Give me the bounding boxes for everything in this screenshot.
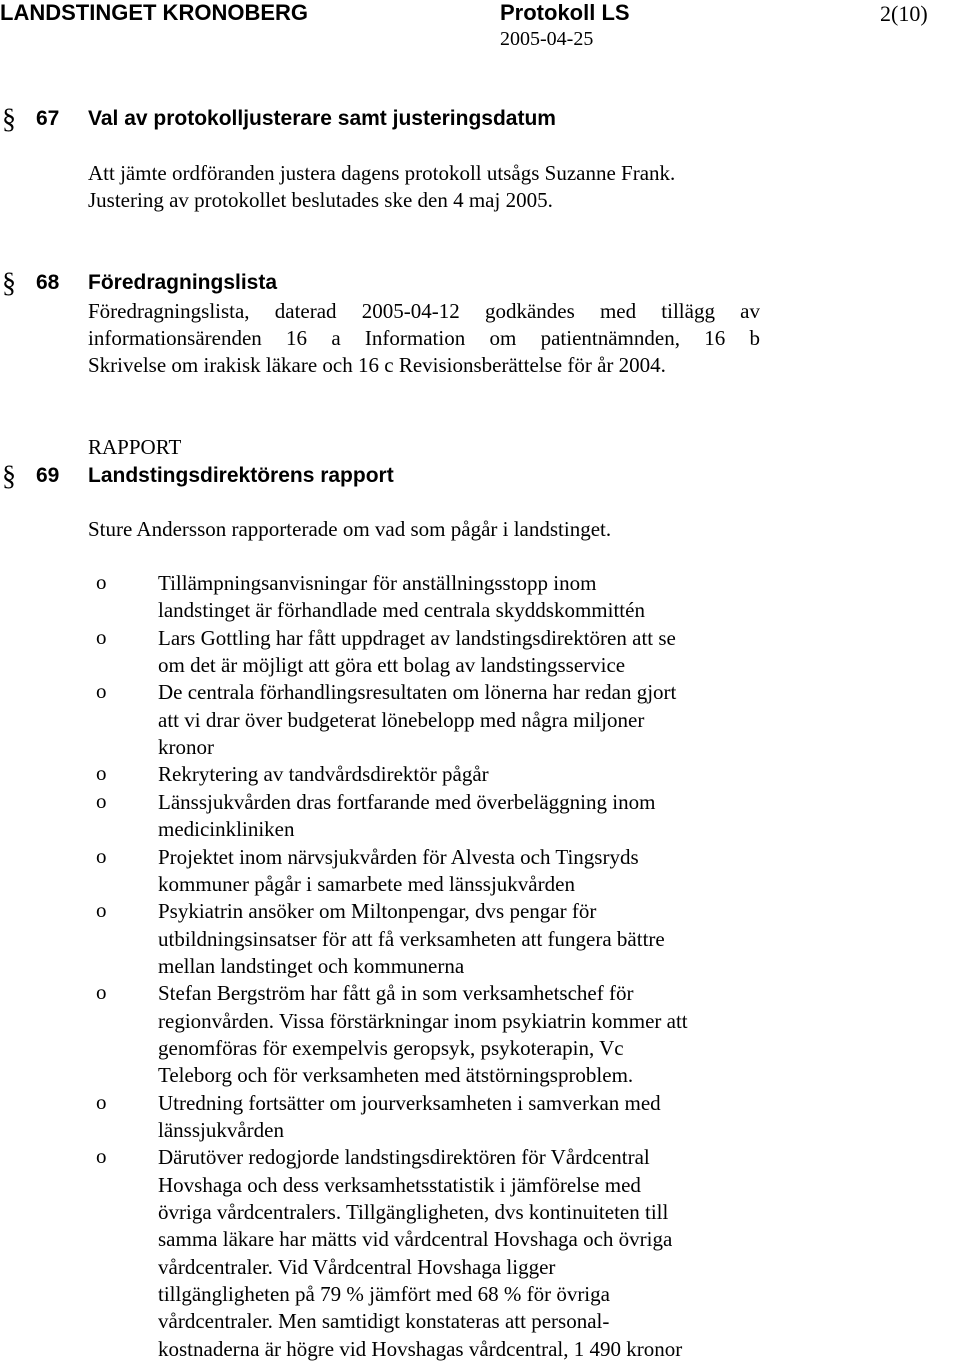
bullet-line: Tillämpningsanvisningar för anställningsstopp inom bbox=[158, 571, 597, 595]
bullet-line: Stefan Bergström har fått gå in som verksamhetschef för bbox=[158, 981, 634, 1006]
bullet-line: övriga vårdcentralers. Tillgängligheten, dvs kontinuiteten till bbox=[158, 1200, 669, 1225]
bullet-line: vårdcentraler. Men samtidigt konstateras att personal- bbox=[158, 1309, 610, 1334]
bullet-line: Projektet inom närvsjukvården för Alvesta och Tingsryds bbox=[158, 844, 639, 869]
bullet-line: medicinkliniken bbox=[158, 817, 295, 842]
section-number-67: 67 bbox=[36, 107, 60, 130]
section-sign-69: § bbox=[2, 461, 16, 492]
section-68-line-1: Föredragningslista, daterad 2005-04-12 godkändes med tillägg av bbox=[88, 299, 760, 323]
bullet-line: tillgängligheten på 79 % jämfört med 68 % för övriga bbox=[158, 1282, 610, 1307]
section-sign-67: § bbox=[2, 104, 16, 135]
bullet-line: genomföras för exempelvis geropsyk, psykoterapin, Vc bbox=[158, 1035, 624, 1060]
bullet-line: Därutöver redogjorde landstingsdirektören för Vårdcentral bbox=[158, 1145, 650, 1170]
bullet-line: Psykiatrin ansöker om Miltonpengar, dvs pengar för bbox=[158, 899, 597, 924]
bullet-line: kronor bbox=[158, 735, 214, 760]
bullet-line: om det är möjligt att göra ett bolag av landstingsservice bbox=[158, 653, 626, 678]
section-69-pre-heading: RAPPORT bbox=[88, 435, 182, 459]
section-title-69: Landstingsdirektörens rapport bbox=[88, 464, 394, 487]
header-organization: LANDSTINGET KRONOBERG bbox=[0, 0, 308, 25]
section-number-69: 69 bbox=[36, 464, 60, 487]
section-sign-68: § bbox=[2, 268, 16, 299]
bullet-line: regionvården. Vissa förstärkningar inom psykiatrin kommer att bbox=[158, 1008, 688, 1033]
section-67-line-2: Justering av protokollet beslutades ske den 4 maj 2005. bbox=[88, 188, 553, 212]
bullet-marker: o bbox=[96, 898, 107, 923]
bullet-marker: o bbox=[96, 761, 107, 786]
bullet-line: kommuner pågår i samarbete med länssjukvården bbox=[158, 871, 575, 896]
bullet-marker: o bbox=[96, 1144, 107, 1169]
bullet-line: Utredning fortsätter om jourverksamheten i samverkan med bbox=[158, 1090, 661, 1115]
bullet-marker: o bbox=[96, 788, 107, 813]
header-page-number: 2(10) bbox=[880, 1, 928, 26]
bullet-line: Teleborg och för verksamheten med ätstörningsproblem. bbox=[158, 1063, 634, 1088]
bullet-line: Länssjukvården dras fortfarande med överbeläggning inom bbox=[158, 789, 656, 814]
bullet-marker: o bbox=[96, 1089, 107, 1114]
bullet-marker: o bbox=[96, 679, 107, 704]
bullet-marker: o bbox=[96, 624, 107, 649]
bullet-line: De centrala förhandlingsresultaten om lönerna har redan gjort bbox=[158, 680, 677, 705]
section-number-68: 68 bbox=[36, 271, 60, 294]
bullet-line: att vi drar över budgeterat lönebelopp med några miljoner bbox=[158, 707, 645, 732]
bullet-line: samma läkare har mätts vid vårdcentral Hovshaga och övriga bbox=[158, 1227, 673, 1252]
bullet-line: utbildningsinsatser för att få verksamheten att fungera bättre bbox=[158, 926, 665, 951]
section-title-68: Föredragningslista bbox=[88, 271, 278, 294]
bullet-line: vårdcentraler. Vid Vårdcentral Hovshaga ligger bbox=[158, 1254, 556, 1279]
bullet-line: Rekrytering av tandvårdsdirektör pågår bbox=[158, 762, 489, 787]
bullet-marker: o bbox=[96, 570, 107, 594]
header-document-title: Protokoll LS bbox=[500, 0, 630, 25]
section-68-line-3: Skrivelse om irakisk läkare och 16 c Revisionsberättelse för år 2004. bbox=[88, 353, 666, 377]
section-69-intro: Sture Andersson rapporterade om vad som pågår i landstinget. bbox=[88, 517, 612, 541]
header-date: 2005-04-25 bbox=[500, 28, 594, 50]
bullet-marker: o bbox=[96, 980, 107, 1005]
section-67-line-1: Att jämte ordföranden justera dagens protokoll utsågs Suzanne Frank. bbox=[88, 161, 676, 185]
bullet-marker: o bbox=[96, 843, 107, 868]
bullet-line: Lars Gottling har fått uppdraget av landstingsdirektören att se bbox=[158, 625, 676, 650]
bullet-line: kostnaderna är högre vid Hovshagas vårdcentral, 1 490 kronor bbox=[158, 1336, 683, 1361]
bullet-line: mellan landstinget och kommunerna bbox=[158, 953, 465, 978]
bullet-line: Hovshaga och dess verksamhetsstatistik i jämförelse med bbox=[158, 1172, 641, 1197]
bullet-line: länssjukvården bbox=[158, 1118, 284, 1142]
section-title-67: Val av protokolljusterare samt justeringsdatum bbox=[88, 107, 556, 130]
section-68-line-2: informationsärenden 16 a Information om patientnämnden, 16 b bbox=[88, 326, 760, 350]
bullet-line: landstinget är förhandlade med centrala skyddskommittén bbox=[158, 598, 645, 623]
